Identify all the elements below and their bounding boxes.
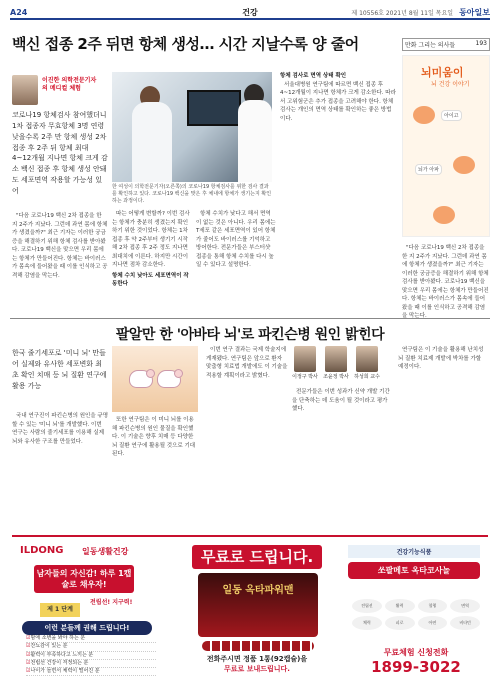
- mice-photo: [112, 346, 198, 412]
- benefit-chip: 아연: [418, 616, 448, 630]
- mouse-icon: [157, 370, 181, 388]
- paragraph: 따는 어떻게 변할까? 이번 검사는 항체가 충분히 생겼는지 확인하기 위한 것이었다. 항체는 1차 접종 후 약 2주부터 생기기 시작해 2차 접종 후 2주 정도 지나면 최대치에 이른다. 하지만 시간이 지나면 점차 감소한다.: [112, 211, 190, 269]
- advertisement[interactable]: [12, 535, 488, 685]
- researcher-name: 조윤정 박사: [323, 374, 349, 380]
- ad-gift-banner: 쏘팔메토 옥타코사놀: [348, 562, 480, 579]
- article1-col3: [196, 210, 276, 316]
- subhead: 항체 수치 낮아도 세포면역이 작동한다: [112, 272, 189, 288]
- paragraph: 이번 연구 결과는 국제 학술지에 게재됐다. 연구팀은 앞으로 환자 맞춤형 치료법 개발에도 이 기술을 적용할 계획이라고 밝혔다.: [206, 347, 288, 379]
- speech-bubble: 뇌가 아파: [415, 164, 442, 175]
- comic-subtitle: 뇌 건강 이야기: [431, 81, 470, 88]
- researcher: [323, 346, 349, 382]
- ad-checklist: [26, 635, 156, 676]
- benefit-chip: 혈행: [418, 599, 448, 613]
- benefit-chip: 전립선: [352, 599, 382, 613]
- ad-stage-badge: 제 1 단계: [40, 603, 80, 617]
- checklist-item: ☑ 밤에 소변을 봐야 하는 분: [26, 635, 156, 643]
- page-number: A24: [10, 7, 28, 17]
- phone-icon: 무료체험 신청전화: [383, 648, 449, 657]
- checklist-item: ☑ 활력이 부족하다고 느끼는 분: [26, 652, 156, 660]
- paragraph: 또한 연구팀은 이 미니 뇌를 이용해 파킨슨병의 원인 물질을 확인했다. 이 기술은 향후 치매 등 다양한 뇌 질환 연구에 활용될 것으로 기대된다.: [112, 417, 196, 458]
- checklist-item: ☑ 나이가 들면서 체력이 떨어진 분: [26, 668, 156, 676]
- masthead: [10, 6, 490, 20]
- ad-recommend-banner: 이런 분들께 권해 드립니다!: [22, 621, 152, 635]
- ad-gift-title: 건강기능식품: [348, 545, 480, 558]
- researcher-name: 하성희 교수: [354, 374, 380, 380]
- section-divider: [10, 318, 490, 319]
- ad-phone-offer: [182, 655, 332, 675]
- article2-col1: [12, 412, 108, 530]
- paragraph: "다음 코로나19 백신 2차 접종을 한 지 2주가 지났다. 그런데 과연 몸에 항체가 생겼을까?" 최근 기자는 이러한 궁금증을 해결하기 위해 항체 검사를 받아봤다. 코로나19 백신을 맞으면 우리 몸에는 항체가 만들어진다. 항체는 바이러스가 몸속에 들어왔을 때 이를 인식하고 공격해 감염을 막는다.: [402, 245, 489, 320]
- article2-headline: 팔알만 한 '아바타 뇌'로 파킨슨병 원인 밝힌다: [115, 327, 385, 343]
- speech-bubble: 아이고: [441, 110, 462, 121]
- issue-meta: 제 10556호 2021년 8월 11일 목요일: [351, 9, 454, 17]
- benefit-chip: 활력: [385, 599, 415, 613]
- article2-col4: [292, 388, 392, 530]
- capsule-icon: [202, 641, 314, 651]
- reporter-photo: [12, 75, 38, 105]
- comic-column: [402, 38, 490, 238]
- researcher-name: 이정구 박사: [292, 374, 318, 380]
- paragraph: 항체 수치가 낮다고 해서 면역이 없는 것은 아니다. 우리 몸에는 T세포 같은 세포면역이 있어 항체가 줄어도 바이러스를 기억하고 방어한다. 전문가들은 부스터샷 접종을 통해 항체 수치를 다시 높일 수 있다고 설명한다.: [196, 211, 276, 269]
- paragraph: 국내 연구진이 파킨슨병의 원인을 규명할 수 있는 '미니 뇌'를 개발했다. 이번 연구는 사람의 줄기세포를 이용해 실제 뇌와 유사한 구조를 만들었다.: [12, 413, 109, 445]
- ad-gift-panel: [348, 545, 480, 579]
- comic-header-title: 만화 그리는 의사들: [405, 42, 456, 49]
- benefit-chip: 피로: [385, 616, 415, 630]
- researcher: [292, 346, 318, 382]
- hotline-number[interactable]: 1899-3022: [371, 658, 461, 676]
- benefit-chip: 면역: [450, 599, 480, 613]
- article2-col5: [398, 346, 488, 530]
- mouse-icon: [129, 370, 153, 388]
- brain-character-icon: [433, 206, 455, 224]
- article2-col3: [206, 346, 288, 530]
- paragraph: "다음 코로나19 백신 2차 접종을 한 지 2주가 지났다. 그런데 과연 몸에 항체가 생겼을까?" 최근 기자는 이러한 궁금증을 해결하기 위해 항체 검사를 받아봤다. 코로나19 백신을 맞으면 우리 몸에는 항체가 만들어진다. 항체는 바이러스가 몸속에 들어왔을 때 이를 인식하고 공격해 감염을 막는다.: [12, 213, 108, 279]
- article1-col1: [12, 212, 108, 316]
- checklist-item: ☑ 잔뇨감이 있는 분: [26, 643, 156, 651]
- researcher-photos: [292, 346, 380, 382]
- brain-character-icon: [413, 106, 435, 124]
- ad-slogan: 남자들의 자신감! 하루 1캡슐로 채우자!: [34, 565, 134, 593]
- researcher: [354, 346, 380, 382]
- ad-callout: 전립선! 지구력!: [90, 599, 133, 606]
- photo-caption: 한 여성이 의학전문기자(오른쪽)의 코로나19 항체검사를 위한 검사 결과를 확인하고 있다. 코로나19 백신을 맞은 후 체내에 항체가 생기는지 확인하는 과정이다.: [112, 184, 272, 204]
- ad-brand-korean: 일동생활건강: [82, 547, 129, 556]
- article1-col2: [112, 210, 192, 316]
- ad-brand-logo: ILDONG: [20, 545, 64, 556]
- comic-title: 뇌미움이: [421, 66, 464, 79]
- article2-deck: 한국 줄기세포로 '미니 뇌' 만들어 실제와 유사한 세포변화 최초 확인 치매 등 뇌 질환 연구에 활용 가능: [12, 349, 107, 390]
- paragraph: 전문가들은 이번 성과가 신약 개발 기간을 단축하는 데 도움이 될 것이라고 평가했다.: [292, 389, 390, 413]
- comic-number: 193: [475, 40, 487, 47]
- paragraph: 서울대병원 연구팀에 따르면 백신 접종 후 4~12개월이 지나면 항체가 크게 감소한다. 따라서 고위험군은 추가 접종을 고려해야 한다. 항체 검사는 개인의 면역 상태를 확인하는 좋은 방법이다.: [280, 81, 396, 122]
- researcher-photo: [356, 346, 378, 372]
- section-title: 건강: [242, 7, 258, 17]
- article1-deck: 코로나19 항체검사 참여했더니 1차 접종자 무효항체 3명 연령 낮을수록 2주 만 항체 생성 2차 접종 후 2주 뒤 항체 최대 4~12개월 지나면 항체 크게 감소 백신 접종 후 항체 생성 안돼도 세포면역 작용할 가능성 있어: [12, 111, 108, 195]
- reporter-name: 이진한 의학전문기자의 메디컬 체험: [42, 77, 97, 92]
- ad-free-banner: 무료로 드립니다.: [192, 545, 322, 569]
- ad-phone-offer-line1: 전화주시면 정품 1통(92캡슐)을: [206, 655, 308, 663]
- benefit-chip: 체력: [352, 616, 382, 630]
- article1-photo: [112, 72, 272, 182]
- monitor-icon: [187, 90, 241, 126]
- article1-col4: [280, 72, 396, 316]
- researcher-photo: [325, 346, 347, 372]
- subhead: 항체 검사로 면역 상태 확인: [280, 73, 347, 79]
- article1-headline: 백신 접종 2주 뒤면 항체 생성… 시간 지날수록 양 줄어: [12, 35, 359, 53]
- ad-product-box: 일동 옥타파워맨: [198, 573, 318, 637]
- benefit-chip: 비타민: [450, 616, 480, 630]
- ad-benefit-chips: [352, 599, 480, 630]
- article2-col2: [112, 416, 198, 530]
- article1-col5: [402, 244, 490, 320]
- researcher-photo: [294, 346, 316, 372]
- brain-character-icon: [453, 156, 475, 174]
- paragraph: 연구팀은 이 기술을 활용해 난치성 뇌 질환 치료제 개발에 박차를 가할 예정이다.: [398, 347, 484, 371]
- comic-header: [402, 38, 490, 51]
- checklist-item: ☑ 전립선 건강이 걱정되는 분: [26, 660, 156, 668]
- comic-panel: [402, 55, 490, 237]
- ad-phone-offer-line2: 무료로 보내드립니다.: [224, 664, 290, 673]
- paper-logo: 동아일보: [459, 7, 490, 17]
- ad-hotline[interactable]: [352, 647, 480, 676]
- byline: [12, 75, 102, 105]
